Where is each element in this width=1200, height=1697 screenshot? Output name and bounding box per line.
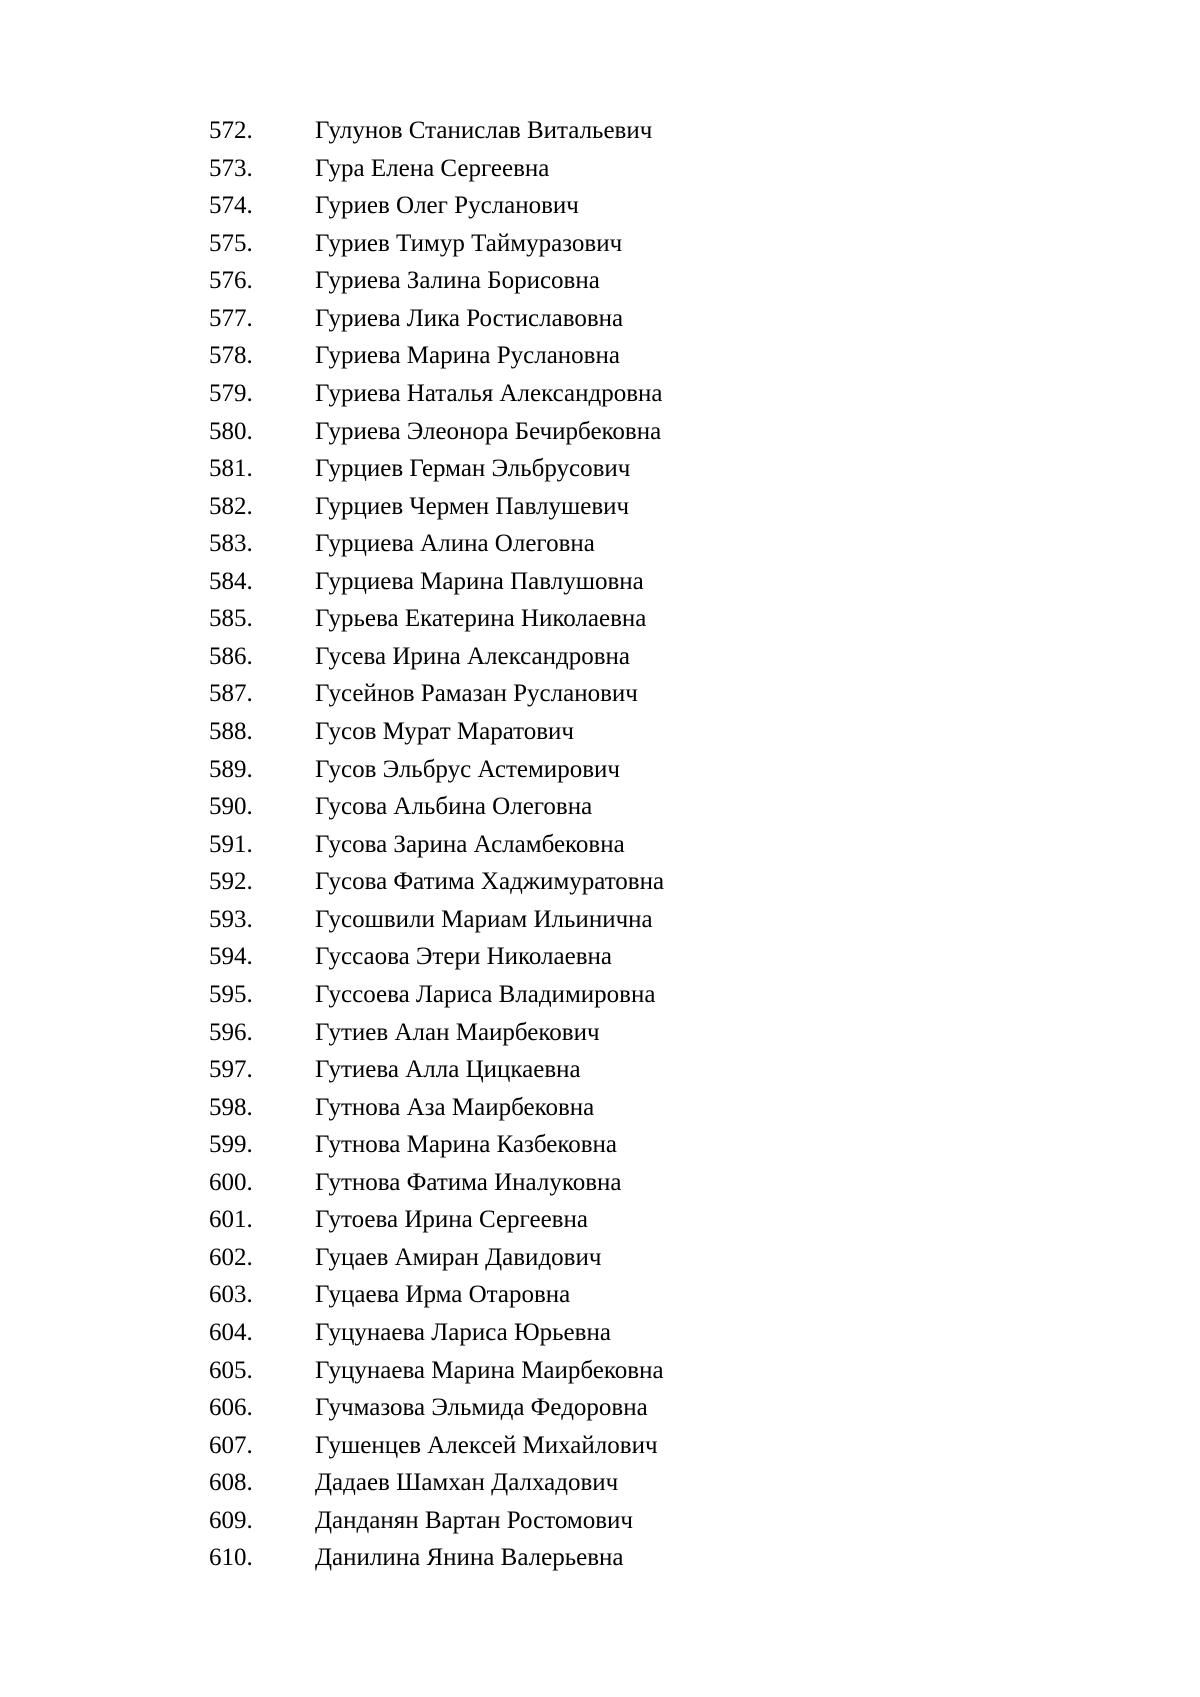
list-item [209,1014,1009,1052]
entry-name: Гутиева Алла Цицкаевна [315,1056,581,1084]
entry-name: Гутнова Марина Казбековна [315,1131,618,1159]
entry-number: 609. [209,1506,253,1534]
entry-number: 577. [209,304,253,332]
entry-name: Гутоева Ирина Сергеевна [315,1206,588,1234]
list-item [209,1502,1009,1540]
list-item [209,751,1009,789]
list-item [209,150,1009,188]
entry-name: Гуриева Залина Борисовна [315,267,600,295]
list-item [209,863,1009,901]
list-item [209,450,1009,488]
entry-name: Гутиев Алан Маирбекович [315,1018,600,1046]
entry-name: Гуцунаева Лариса Юрьевна [315,1319,611,1346]
entry-name: Данилина Янина Валерьевна [315,1544,624,1572]
name-list [209,112,1009,1577]
entry-number: 574. [209,192,253,220]
list-item [209,563,1009,601]
entry-number: 594. [209,943,253,971]
entry-number: 575. [209,229,253,257]
entry-number: 604. [209,1319,253,1346]
entry-number: 572. [209,117,253,144]
entry-name: Гуриев Тимур Таймуразович [315,229,623,257]
entry-number: 578. [209,342,253,370]
list-item [209,1239,1009,1277]
list-item [209,675,1009,713]
list-item [209,488,1009,526]
list-item [209,1276,1009,1314]
entry-name: Гурциева Алина Олеговна [315,530,595,558]
list-item [209,413,1009,451]
entry-name: Гусова Альбина Олеговна [315,793,593,821]
list-item [209,1164,1009,1202]
list-item [209,1539,1009,1577]
entry-name: Гулунов Станислав Витальевич [315,117,653,144]
list-item [209,600,1009,638]
entry-number: 589. [209,755,253,783]
entry-number: 583. [209,530,253,558]
entry-number: 579. [209,379,253,407]
entry-number: 606. [209,1394,253,1422]
entry-number: 593. [209,905,253,933]
entry-number: 591. [209,830,253,858]
entry-number: 596. [209,1018,253,1046]
entry-name: Гутнова Фатима Иналуковна [315,1168,622,1196]
entry-number: 601. [209,1206,253,1234]
entry-name: Гуцаева Ирма Отаровна [315,1281,571,1309]
list-item [209,187,1009,225]
list-item [209,788,1009,826]
list-item [209,1427,1009,1465]
list-item [209,337,1009,375]
entry-number: 586. [209,642,253,670]
entry-name: Гурциев Чермен Павлушевич [315,492,630,520]
entry-number: 580. [209,417,253,445]
list-item [209,638,1009,676]
entry-name: Гучмазова Эльмида Федоровна [315,1394,648,1422]
entry-number: 600. [209,1168,253,1196]
list-item [209,1126,1009,1164]
list-item [209,1314,1009,1352]
entry-name: Гушенцев Алексей Михайлович [315,1431,658,1459]
entry-number: 592. [209,868,253,896]
list-item [209,713,1009,751]
list-item [209,976,1009,1014]
entry-number: 582. [209,492,253,520]
list-item [209,1051,1009,1089]
entry-number: 587. [209,680,253,708]
entry-name: Гуцунаева Марина Маирбековна [315,1356,664,1384]
entry-name: Гусейнов Рамазан Русланович [315,680,638,708]
entry-name: Гуриев Олег Русланович [315,192,579,220]
list-item [209,1352,1009,1390]
entry-name: Гуриева Элеонора Бечирбековна [315,417,662,445]
entry-name: Гуриева Лика Ростиславовна [315,304,624,332]
entry-number: 588. [209,718,253,745]
list-item [209,1201,1009,1239]
entry-name: Гурциев Герман Эльбрусович [315,455,631,483]
entry-name: Гуссаова Этери Николаевна [315,943,612,971]
entry-number: 605. [209,1356,253,1384]
list-item [209,1089,1009,1127]
entry-name: Гуриева Наталья Александровна [315,379,663,407]
entry-number: 590. [209,793,253,821]
entry-number: 576. [209,267,253,295]
entry-number: 610. [209,1544,253,1572]
entry-name: Гусов Мурат Маратович [315,718,575,745]
list-item [209,1464,1009,1502]
entry-number: 585. [209,605,253,633]
entry-name: Гурьева Екатерина Николаевна [315,605,647,633]
entry-number: 581. [209,455,253,483]
entry-number: 608. [209,1469,253,1497]
entry-number: 598. [209,1093,253,1121]
entry-name: Гусева Ирина Александровна [315,642,631,670]
entry-name: Гусов Эльбрус Астемирович [315,755,620,783]
list-item [209,262,1009,300]
entry-number: 599. [209,1131,253,1159]
list-item [209,375,1009,413]
entry-name: Гусова Фатима Хаджимуратовна [315,868,665,896]
list-item [209,225,1009,263]
entry-number: 573. [209,154,253,182]
entry-name: Гутнова Аза Маирбековна [315,1093,595,1121]
entry-name: Гусошвили Мариам Ильинична [315,905,653,933]
entry-number: 584. [209,567,253,595]
entry-name: Гуцаев Амиран Давидович [315,1243,602,1271]
entry-name: Дадаев Шамхан Далхадович [315,1469,619,1497]
entry-name: Гурциева Марина Павлушовна [315,567,644,595]
entry-number: 603. [209,1281,253,1309]
entry-name: Гусова Зарина Асламбековна [315,830,625,858]
entry-number: 597. [209,1056,253,1084]
entry-name: Гура Елена Сергеевна [315,154,550,182]
entry-name: Данданян Вартан Ростомович [315,1506,633,1534]
list-item [209,525,1009,563]
list-item [209,1389,1009,1427]
list-item [209,938,1009,976]
entry-name: Гуссоева Лариса Владимировна [315,980,656,1008]
entry-number: 602. [209,1243,253,1271]
list-item [209,112,1009,150]
entry-number: 607. [209,1431,253,1459]
list-item [209,901,1009,939]
list-item [209,826,1009,864]
entry-number: 595. [209,980,253,1008]
list-item [209,300,1009,338]
entry-name: Гуриева Марина Руслановна [315,342,620,370]
